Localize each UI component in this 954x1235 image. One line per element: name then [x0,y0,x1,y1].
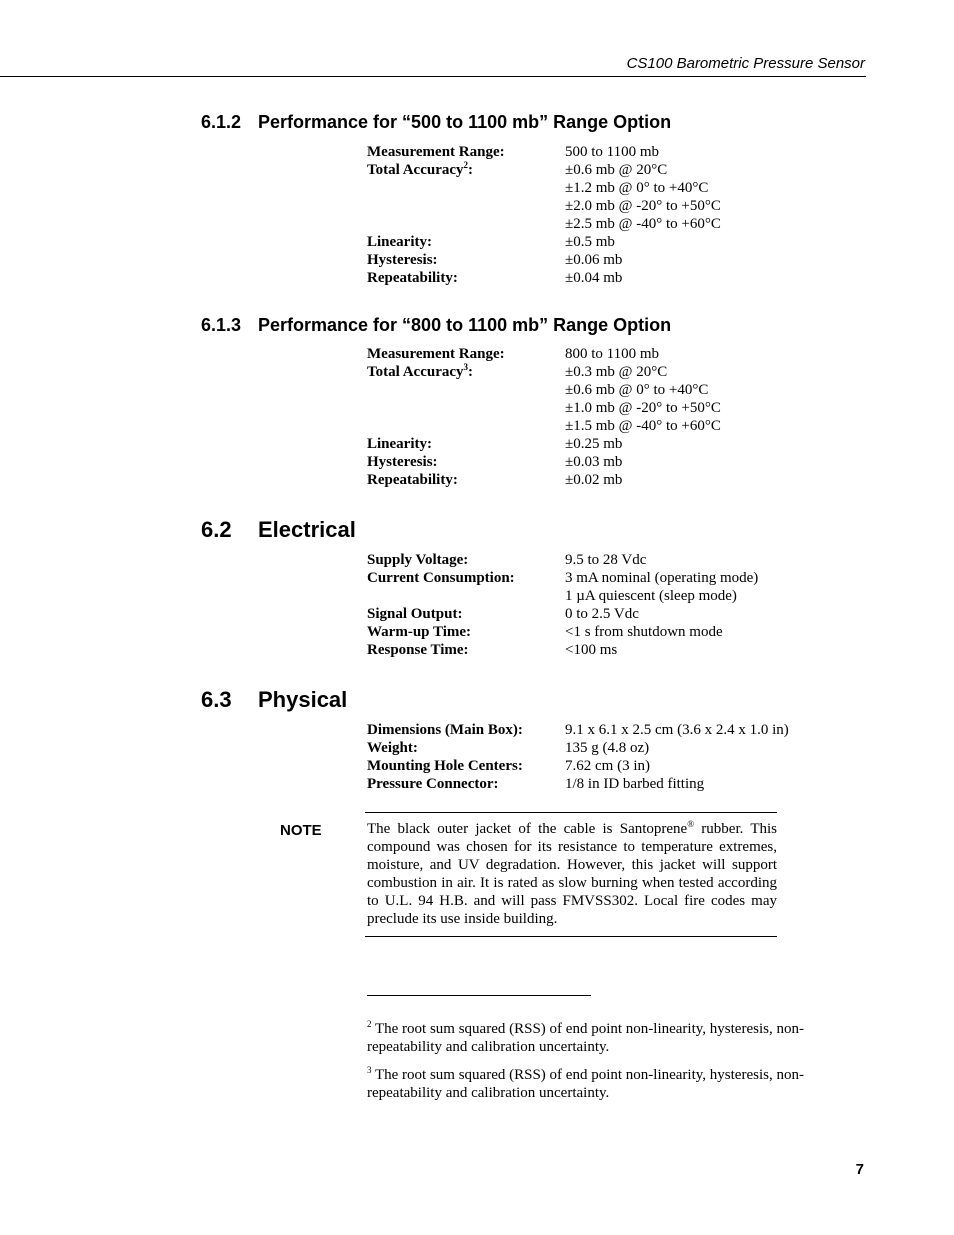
spec-row [367,623,847,641]
footnote-text: The root sum squared (RSS) of end point non-linearity, hysteresis, non-repeatability and calibration uncertainty. [367,1067,804,1101]
header-rule [0,76,866,77]
spec-row [367,363,847,381]
spec-label [367,775,565,793]
spec-value: ±1.2 mb @ 0° to +40°C [565,180,709,196]
spec-label [367,417,565,435]
note-label: NOTE [280,822,322,839]
spec-table-6-3 [367,721,847,793]
footnote-separator [367,995,591,996]
spec-row [367,551,847,569]
footnote-ref: 2 [463,160,469,170]
spec-label [367,269,565,287]
spec-value: ±0.6 mb @ 20°C [565,162,668,178]
spec-row [367,775,847,793]
label-colon: : [468,364,474,380]
spec-row [367,453,847,471]
spec-value: ±2.0 mb @ -20° to +50°C [565,198,721,214]
page-number: 7 [855,1161,864,1178]
section-title: Electrical [258,517,356,542]
spec-row [367,143,847,161]
spec-label [367,569,565,587]
spec-label [367,721,565,739]
spec-label-text: Supply Voltage: [367,552,469,568]
spec-label [367,143,565,161]
spec-label-text: Pressure Connector: [367,776,499,792]
spec-label [367,161,565,179]
spec-table-6-1-3 [367,345,847,489]
spec-value: ±0.3 mb @ 20°C [565,364,668,380]
spec-label [367,399,565,417]
spec-value: <100 ms [565,642,618,658]
spec-row [367,269,847,287]
spec-value: 1/8 in ID barbed fitting [565,776,705,792]
footnote-ref: 3 [463,362,469,372]
spec-label [367,381,565,399]
spec-label [367,641,565,659]
spec-value: 7.62 cm (3 in) [565,758,650,774]
spec-label [367,587,565,605]
spec-row [367,179,847,197]
spec-label [367,471,565,489]
spec-value: ±1.0 mb @ -20° to +50°C [565,400,721,416]
spec-value: ±0.06 mb [565,252,623,268]
spec-label [367,551,565,569]
section-title: Performance for “500 to 1100 mb” Range Option [258,112,672,132]
spec-row [367,233,847,251]
note-text-end: rubber. This compound was chosen for its resistance to temperature extremes, moisture, and UV degradation. However, this jacket will support combustion in air. It is rated as slow burning when tested according to U.L. 94 H.B. and will pass FMVSS302. Local fire codes may preclude its use inside building. [367,821,777,927]
spec-value: ±1.5 mb @ -40° to +60°C [565,418,721,434]
spec-label [367,215,565,233]
spec-label [367,623,565,641]
spec-label-text: Current Consumption: [367,570,515,586]
spec-label-text: Measurement Range: [367,346,505,362]
spec-label [367,233,565,251]
section-number: 6.1.3 [201,315,242,335]
section-title: Performance for “800 to 1100 mb” Range Option [258,315,672,335]
spec-row [367,641,847,659]
spec-row [367,251,847,269]
spec-table-6-1-2 [367,143,847,287]
note-text-start: The black outer jacket of the cable is Santoprene [367,821,688,837]
spec-row [367,417,847,435]
spec-label-text: Measurement Range: [367,144,505,160]
spec-label [367,345,565,363]
spec-label [367,179,565,197]
spec-label-text: Response Time: [367,642,469,658]
footnote-2 [367,1020,827,1056]
spec-value: ±0.04 mb [565,270,623,286]
spec-label-text: Mounting Hole Centers: [367,758,523,774]
spec-row [367,345,847,363]
spec-label [367,605,565,623]
spec-label-text: Hysteresis: [367,252,438,268]
spec-row [367,161,847,179]
spec-value: ±0.6 mb @ 0° to +40°C [565,382,709,398]
spec-label-text: Total Accuracy [367,162,464,178]
spec-value: 135 g (4.8 oz) [565,740,650,756]
label-colon: : [468,162,474,178]
spec-row [367,215,847,233]
section-title: Physical [258,687,348,712]
running-header-title: CS100 Barometric Pressure Sensor [626,55,865,72]
spec-label-text: Linearity: [367,234,432,250]
spec-value: ±0.02 mb [565,472,623,488]
spec-label-text: Weight: [367,740,418,756]
spec-row [367,587,847,605]
spec-row [367,435,847,453]
registered-mark: ® [687,819,695,829]
spec-label-text: Linearity: [367,436,432,452]
footnote-mark: 2 [367,1019,372,1029]
spec-label-text: Repeatability: [367,472,458,488]
spec-row [367,605,847,623]
spec-value: <1 s from shutdown mode [565,624,723,640]
spec-value: 1 µA quiescent (sleep mode) [565,588,737,604]
footnote-3 [367,1066,827,1102]
section-heading-6-3 [201,687,347,713]
spec-row [367,381,847,399]
spec-value: 9.1 x 6.1 x 2.5 cm (3.6 x 2.4 x 1.0 in) [565,722,789,738]
footnote-text: The root sum squared (RSS) of end point non-linearity, hysteresis, non-repeatability and calibration uncertainty. [367,1021,804,1055]
section-heading-6-1-2 [201,112,671,133]
spec-table-6-2 [367,551,847,659]
section-number: 6.3 [201,687,232,712]
spec-row [367,721,847,739]
spec-label [367,453,565,471]
spec-label [367,251,565,269]
spec-label [367,363,565,381]
footnote-mark: 3 [367,1065,372,1075]
section-number: 6.2 [201,517,232,542]
spec-label-text: Signal Output: [367,606,463,622]
spec-label-text: Total Accuracy [367,364,464,380]
spec-row [367,197,847,215]
spec-label-text: Warm-up Time: [367,624,472,640]
spec-value: ±0.5 mb [565,234,615,250]
spec-label-text: Dimensions (Main Box): [367,722,523,738]
spec-label [367,757,565,775]
spec-value: 3 mA nominal (operating mode) [565,570,759,586]
spec-value: ±0.25 mb [565,436,623,452]
spec-value: 800 to 1100 mb [565,346,660,362]
spec-label-text: Hysteresis: [367,454,438,470]
spec-value: ±0.03 mb [565,454,623,470]
spec-row [367,757,847,775]
spec-label-text: Repeatability: [367,270,458,286]
spec-value: 500 to 1100 mb [565,144,660,160]
spec-label [367,739,565,757]
section-heading-6-1-3 [201,315,671,336]
section-heading-6-2 [201,517,356,543]
spec-value: 0 to 2.5 Vdc [565,606,639,622]
spec-value: 9.5 to 28 Vdc [565,552,647,568]
spec-label [367,197,565,215]
spec-label [367,435,565,453]
spec-row [367,471,847,489]
spec-row [367,399,847,417]
spec-row [367,739,847,757]
note-box [365,812,777,937]
spec-value: ±2.5 mb @ -40° to +60°C [565,216,721,232]
spec-row [367,569,847,587]
section-number: 6.1.2 [201,112,242,132]
